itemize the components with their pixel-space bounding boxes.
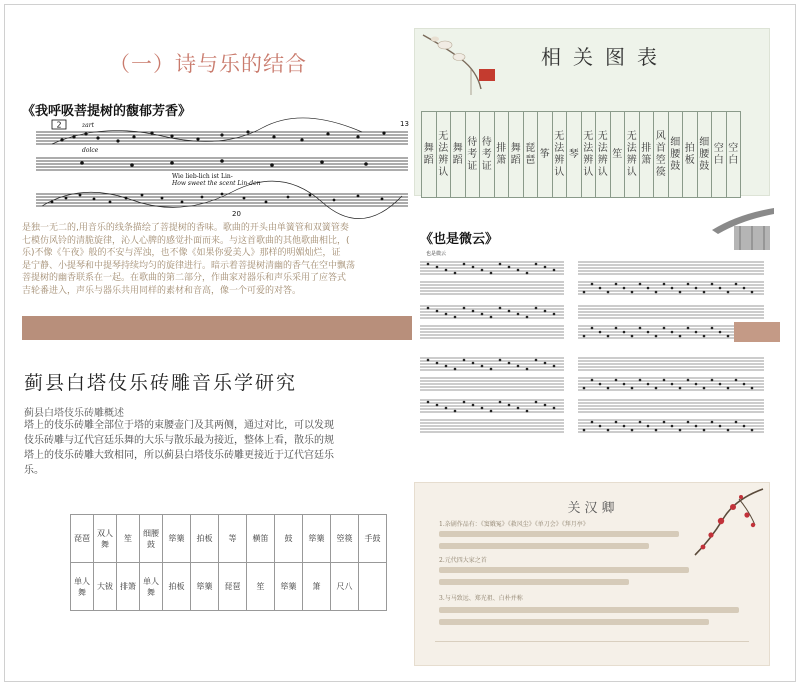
table-cell: 待考证 [465, 112, 480, 198]
description-paragraph: 是独一无二的,用音乐的线条描绘了菩提树的香味。歌曲的开头由单簧管和双簧管奏 七模仿风铃的清脆旋律，沁人心脾的感觉扑面而来。与这首歌曲的其他歌曲相比，( 乐)不像《午夜》般的不安与浑浊，也不像《如果你爱美人》那样的明媚灿烂，证 是宁静、小提琴和中提琴持续均匀的旋律进行。暗示着菩提树清幽的香气在空中飘荡 菩提树的幽香联系在一起。在歌曲的第二部分，作曲家对器乐和声乐采用了应答式 吉轮番进入，声乐与器乐共用同样的素材和音高，像一个可爱的对答。 [22, 223, 356, 296]
section-title: （一）诗与乐的结合 [109, 52, 307, 76]
red-seal-icon [479, 69, 495, 81]
decorative-divider-bar [22, 316, 412, 340]
table-cell: 琵琶 [523, 112, 538, 198]
table-cell: 排箫 [494, 112, 509, 198]
table-cell: 无法辨认 [581, 112, 596, 198]
magnolia-branch-icon [421, 29, 491, 99]
intro-line: 1.杂剧作品有：《窦娥冤》《救风尘》《单刀会》《拜月亭》 [439, 521, 589, 528]
song-title-weiyun: 《也是微云》 [420, 232, 499, 247]
table-row: 单人舞 大钹 排箫 单人舞 拍板 筚篥 琵琶 笙 筚篥 箫 尺八 [71, 563, 387, 611]
table-cell: 琴 [567, 112, 582, 198]
table-cell: 无法辨认 [436, 112, 451, 198]
instrument-table [70, 514, 387, 611]
subsection-title: 蓟县白塔伎乐砖雕概述 [24, 408, 124, 419]
baita-paragraph: 塔上的伎乐砖雕全部位于塔的束腰壶门及其两侧，通过对比，可以发现 伎乐砖雕与辽代宫廷乐舞的大乐与散乐最为接近，整体上看，散乐的规 塔上的伎乐砖雕大致相同，所以蓟县白塔伎乐砖雕更接近于辽代宫廷乐 乐。 [24, 420, 334, 476]
table-cell: 细腰鼓 [697, 112, 712, 198]
svg-text:20: 20 [232, 210, 241, 218]
table-row [422, 112, 741, 198]
svg-text:也是微云: 也是微云 [426, 251, 447, 257]
pavilion-roof-icon [708, 200, 778, 260]
text-line-placeholder [439, 619, 709, 625]
table-cell: 无法辨认 [625, 112, 640, 198]
svg-text:13: 13 [400, 120, 409, 128]
panel-title: 相关图表 [541, 45, 669, 69]
table-cell: 舞蹈 [451, 112, 466, 198]
svg-text:dolce: dolce [82, 147, 99, 154]
table-cell: 空白 [726, 112, 741, 198]
decorative-tab-bar [734, 322, 780, 342]
table-cell: 风首箜篌 [654, 112, 669, 198]
table-cell: 筝 [538, 112, 553, 198]
text-line-placeholder [439, 567, 689, 573]
table-cell: 排箫 [639, 112, 654, 198]
svg-text:Wie lieb-lich ist Lin-: Wie lieb-lich ist Lin- [172, 173, 233, 180]
music-score-excerpt [22, 118, 408, 218]
left-panel [8, 8, 408, 678]
instrument-position-table [421, 111, 741, 198]
table-row: 琵琶 双人舞 笙 细腰鼓 筚篥 拍板 等 横笛 鼓 筚篥 箜篌 手鼓 [71, 515, 387, 563]
table-cell: 无法辨认 [596, 112, 611, 198]
svg-text:2: 2 [56, 120, 62, 130]
table-cell: 空白 [712, 112, 727, 198]
related-chart-panel [414, 28, 770, 196]
weiyun-score-image [414, 248, 770, 438]
intro-line: 2.元代四大家之首 [439, 557, 487, 564]
svg-text:How sweet the scent Lin-den: How sweet the scent Lin-den [172, 180, 261, 187]
table-cell: 笙 [610, 112, 625, 198]
text-line-placeholder [439, 531, 679, 537]
section-title-baita: 蓟县白塔伎乐砖雕音乐学研究 [24, 372, 298, 394]
table-cell: 拍板 [683, 112, 698, 198]
guan-hanqing-panel [414, 482, 770, 666]
song-title: 《我呼吸菩提树的馥郁芳香》 [22, 104, 192, 119]
table-cell: 舞蹈 [509, 112, 524, 198]
table-cell: 待考证 [480, 112, 495, 198]
text-line-placeholder [439, 607, 739, 613]
text-line-placeholder [439, 543, 649, 549]
text-line-placeholder [439, 579, 629, 585]
decorative-footer [435, 641, 749, 659]
table-cell: 无法辨认 [552, 112, 567, 198]
intro-line: 3.与马致远、郑光祖、白朴并称 [439, 595, 523, 602]
svg-text:zart: zart [82, 122, 95, 129]
plum-blossom-icon [675, 485, 765, 565]
table-cell: 细腰鼓 [668, 112, 683, 198]
panel-title: 关汉卿 [567, 501, 619, 516]
table-cell: 舞蹈 [422, 112, 437, 198]
